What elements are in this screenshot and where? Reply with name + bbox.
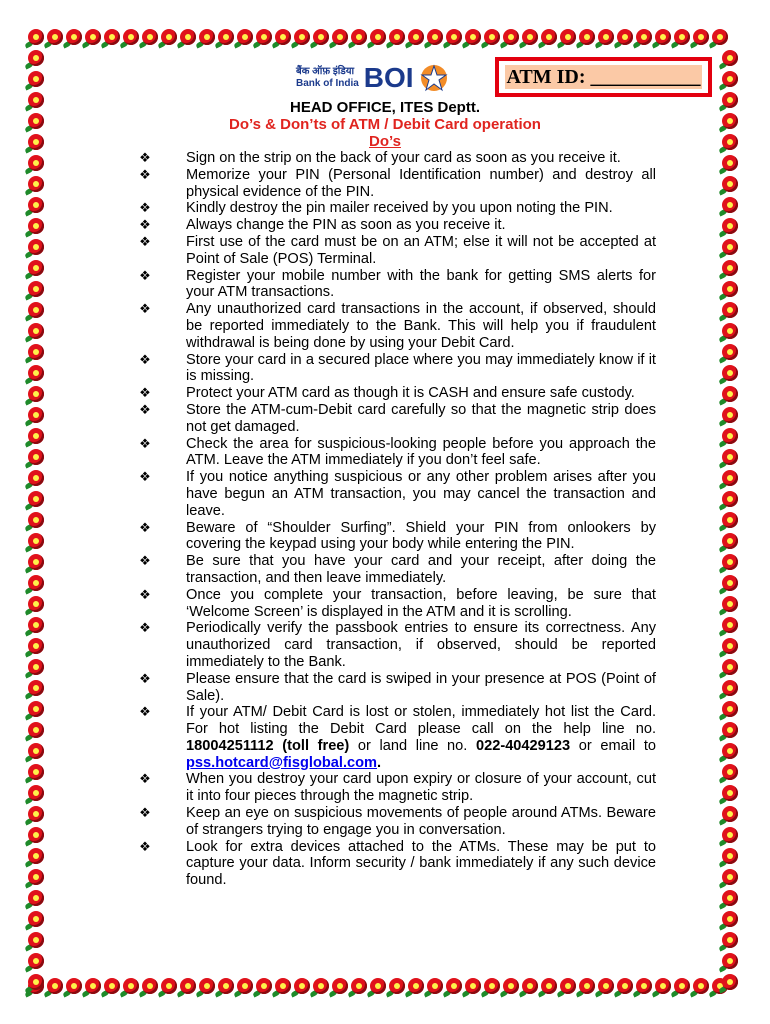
flower-icon: [722, 155, 738, 171]
flower-icon: [142, 978, 158, 994]
bullet-icon: ❖: [139, 704, 151, 720]
flower-icon: [408, 29, 424, 45]
flower-icon: [218, 978, 234, 994]
flower-icon: [579, 978, 595, 994]
flower-icon: [522, 29, 538, 45]
list-item-text: Store your card in a secured place where you may immediately know if it is missing.: [186, 351, 656, 385]
flower-icon: [294, 29, 310, 45]
flower-icon: [28, 911, 44, 927]
hotlist-text-a: If your ATM/ Debit Card is lost or stolen, immediately hot list the Card. For hot listing the Debit Card please call on the help line no.: [186, 704, 656, 738]
flower-icon: [722, 512, 738, 528]
flower-icon: [28, 533, 44, 549]
list-item: [138, 704, 656, 771]
flower-icon: [28, 953, 44, 969]
hotlist-text-b: or land line no.: [349, 737, 476, 754]
flower-icon: [275, 978, 291, 994]
flower-icon: [28, 71, 44, 87]
list-item: [138, 402, 656, 436]
hotcard-email-link[interactable]: pss.hotcard@fisglobal.com: [186, 754, 378, 771]
flower-icon: [722, 365, 738, 381]
list-item: [138, 436, 656, 470]
bullet-icon: ❖: [139, 301, 151, 317]
flower-icon: [28, 470, 44, 486]
flower-icon: [351, 978, 367, 994]
list-item: [138, 167, 656, 201]
flower-icon: [332, 978, 348, 994]
flower-icon: [142, 29, 158, 45]
flower-icon: [313, 29, 329, 45]
list-item: [138, 839, 656, 889]
flower-icon: [722, 50, 738, 66]
flower-icon: [722, 218, 738, 234]
bank-logo: [296, 62, 451, 94]
list-item-text: If you notice anything suspicious or any other problem arises after you have begun an ATM transaction, you may cancel the transaction and leave.: [186, 469, 656, 519]
flower-icon: [28, 743, 44, 759]
list-item: [138, 587, 656, 621]
dos-list: [138, 150, 656, 889]
flower-icon: [28, 974, 44, 990]
flower-icon: [674, 978, 690, 994]
flower-icon: [598, 978, 614, 994]
list-item: [138, 520, 656, 554]
flower-icon: [28, 491, 44, 507]
flower-icon: [693, 29, 709, 45]
list-item: [138, 771, 656, 805]
flower-icon: [28, 281, 44, 297]
flower-icon: [256, 29, 272, 45]
flower-icon: [722, 428, 738, 444]
flower-icon: [237, 29, 253, 45]
flower-icon: [541, 978, 557, 994]
flower-icon: [28, 344, 44, 360]
flower-icon: [722, 848, 738, 864]
flower-icon: [161, 978, 177, 994]
flower-icon: [85, 29, 101, 45]
flower-icon: [28, 260, 44, 276]
flower-icon: [28, 806, 44, 822]
flower-icon: [693, 978, 709, 994]
flower-icon: [28, 827, 44, 843]
flower-icon: [332, 29, 348, 45]
top-flower-border: [28, 29, 728, 45]
list-item: [138, 217, 656, 234]
flower-icon: [722, 470, 738, 486]
flower-icon: [28, 701, 44, 717]
flower-icon: [446, 29, 462, 45]
flower-icon: [503, 978, 519, 994]
list-item-text: Always change the PIN as soon as you receive it.: [186, 217, 506, 234]
flower-icon: [617, 29, 633, 45]
flower-icon: [712, 29, 728, 45]
flower-icon: [722, 659, 738, 675]
flower-icon: [85, 978, 101, 994]
flower-icon: [722, 260, 738, 276]
flower-icon: [655, 978, 671, 994]
flower-icon: [674, 29, 690, 45]
bullet-icon: ❖: [139, 771, 151, 787]
landline-number: 022-40429123: [475, 737, 571, 754]
flower-icon: [370, 29, 386, 45]
flower-icon: [465, 978, 481, 994]
flower-icon: [389, 29, 405, 45]
flower-icon: [28, 575, 44, 591]
flower-icon: [28, 869, 44, 885]
flower-icon: [503, 29, 519, 45]
flower-icon: [28, 848, 44, 864]
flower-icon: [218, 29, 234, 45]
list-item-text: Periodically verify the passbook entries to ensure its correctness. Any unauthorized card transaction, if observed, should be reported immediately to the Bank.: [186, 620, 656, 670]
list-item: [138, 150, 656, 167]
flower-icon: [722, 71, 738, 87]
flower-icon: [484, 978, 500, 994]
flower-icon: [28, 218, 44, 234]
bullet-icon: ❖: [139, 200, 151, 216]
list-item-text: [186, 704, 656, 770]
list-item: [138, 385, 656, 402]
flower-icon: [28, 932, 44, 948]
flower-icon: [722, 638, 738, 654]
bottom-flower-border: [28, 978, 728, 994]
flower-icon: [722, 785, 738, 801]
flower-icon: [237, 978, 253, 994]
logo-english-text: Bank of India: [296, 78, 359, 89]
flower-icon: [722, 554, 738, 570]
flower-icon: [47, 978, 63, 994]
bullet-icon: ❖: [139, 217, 151, 233]
atm-id-label: ATM ID: ___________: [506, 65, 701, 88]
flower-icon: [655, 29, 671, 45]
list-item: [138, 553, 656, 587]
flower-icon: [275, 29, 291, 45]
flower-icon: [313, 978, 329, 994]
flower-icon: [389, 978, 405, 994]
flower-icon: [180, 29, 196, 45]
logo-hindi-text: बैंक ऑफ़ इंडिया: [296, 66, 355, 77]
list-item-text: First use of the card must be on an ATM; else it will not be accepted at Point of Sale (POS) Terminal.: [186, 233, 656, 267]
flower-icon: [66, 29, 82, 45]
flower-icon: [408, 978, 424, 994]
flower-icon: [636, 978, 652, 994]
flower-icon: [722, 722, 738, 738]
flower-icon: [541, 29, 557, 45]
bullet-icon: ❖: [139, 435, 151, 451]
logo-wordmark: [296, 66, 359, 90]
bullet-icon: ❖: [139, 586, 151, 602]
list-item-text: Be sure that you have your card and your receipt, after doing the transaction, and then leave immediately.: [186, 553, 656, 586]
toll-free-number: 18004251112 (toll free): [186, 737, 350, 754]
flower-icon: [722, 680, 738, 696]
list-item: [138, 234, 656, 268]
page-heading: HEAD OFFICE, ITES Deptt.: [289, 99, 480, 116]
flower-icon: [465, 29, 481, 45]
bullet-icon: ❖: [139, 469, 151, 485]
flower-icon: [66, 978, 82, 994]
flower-icon: [256, 978, 272, 994]
bullet-icon: ❖: [139, 519, 151, 535]
flower-icon: [161, 29, 177, 45]
list-item: [138, 671, 656, 705]
list-item-text: Protect your ATM card as though it is CASH and ensure safe custody.: [186, 385, 635, 402]
flower-icon: [199, 978, 215, 994]
flower-icon: [722, 701, 738, 717]
flower-icon: [28, 659, 44, 675]
flower-icon: [28, 386, 44, 402]
flower-icon: [28, 512, 44, 528]
flower-icon: [28, 407, 44, 423]
bullet-icon: ❖: [139, 670, 151, 686]
list-item-text: Any unauthorized card transactions in the account, if observed, should be reported immediately to the Bank. This will help you if fraudulent withdrawal is being done by using your Debit Card.: [186, 301, 656, 351]
flower-icon: [28, 29, 44, 45]
flower-icon: [722, 827, 738, 843]
list-item-text: Keep an eye on suspicious movements of people around ATMs. Beware of strangers trying to engage you in conversation.: [186, 805, 656, 838]
flower-icon: [722, 869, 738, 885]
flower-icon: [722, 596, 738, 612]
flower-icon: [579, 29, 595, 45]
list-item-text: Store the ATM-cum-Debit card carefully so that the magnetic strip does not get damaged.: [186, 401, 656, 435]
section-title: Do’s: [369, 133, 401, 150]
list-item: [138, 301, 656, 351]
flower-icon: [123, 29, 139, 45]
list-item-text: Look for extra devices attached to the ATMs. These may be put to capture your data. Inform security / bank immediately if any such device found.: [186, 838, 656, 889]
flower-icon: [28, 176, 44, 192]
flower-icon: [522, 978, 538, 994]
flower-icon: [28, 785, 44, 801]
list-item-text: Beware of “Shoulder Surfing”. Shield your PIN from onlookers by covering the keypad using your body while entering the PIN.: [186, 519, 656, 553]
bullet-icon: ❖: [139, 385, 151, 401]
flower-icon: [28, 554, 44, 570]
list-item-text: Memorize your PIN (Personal Identification number) and destroy all physical evidence of the PIN.: [186, 166, 656, 200]
right-flower-border: [722, 50, 738, 990]
list-item: [138, 200, 656, 217]
bullet-icon: ❖: [139, 150, 151, 165]
flower-icon: [28, 638, 44, 654]
flower-icon: [722, 890, 738, 906]
flower-icon: [28, 50, 44, 66]
flower-icon: [722, 344, 738, 360]
list-item-text: Sign on the strip on the back of your card as soon as you receive it.: [186, 150, 621, 166]
flower-icon: [28, 890, 44, 906]
flower-icon: [28, 323, 44, 339]
flower-icon: [722, 386, 738, 402]
flower-icon: [722, 323, 738, 339]
left-flower-border: [28, 50, 44, 990]
flower-icon: [722, 806, 738, 822]
flower-icon: [722, 407, 738, 423]
flower-icon: [722, 764, 738, 780]
list-item: [138, 620, 656, 670]
flower-icon: [28, 722, 44, 738]
flower-icon: [722, 617, 738, 633]
bullet-icon: ❖: [139, 838, 151, 854]
flower-icon: [199, 29, 215, 45]
flower-icon: [28, 449, 44, 465]
list-item-text: When you destroy your card upon expiry or closure of your account, cut it into four pieces through the magnetic strip.: [186, 771, 656, 805]
flower-icon: [722, 743, 738, 759]
list-item-text: Please ensure that the card is swiped in your presence at POS (Point of Sale).: [186, 670, 656, 704]
flower-icon: [560, 978, 576, 994]
bullet-icon: ❖: [139, 351, 151, 367]
list-item-text: Register your mobile number with the bank for getting SMS alerts for your ATM transactions.: [186, 267, 656, 301]
list-item: [138, 805, 656, 839]
flower-icon: [722, 932, 738, 948]
flower-icon: [446, 978, 462, 994]
bullet-icon: ❖: [139, 401, 151, 417]
flower-icon: [722, 974, 738, 990]
flower-icon: [617, 978, 633, 994]
bullet-icon: ❖: [139, 233, 151, 249]
flower-icon: [722, 176, 738, 192]
flower-icon: [28, 680, 44, 696]
hotlist-text-c: or email to: [570, 737, 657, 754]
flower-icon: [427, 29, 443, 45]
flower-icon: [722, 449, 738, 465]
flower-icon: [104, 29, 120, 45]
flower-icon: [722, 575, 738, 591]
flower-icon: [104, 978, 120, 994]
flower-icon: [28, 155, 44, 171]
flower-icon: [370, 978, 386, 994]
list-item-text: Check the area for suspicious-looking people before you approach the ATM. Leave the ATM immediately if you don’t feel safe.: [186, 435, 656, 469]
bullet-icon: ❖: [139, 166, 151, 182]
flower-icon: [427, 978, 443, 994]
bullet-icon: ❖: [139, 620, 151, 636]
flower-icon: [722, 281, 738, 297]
atm-id-box: [495, 57, 712, 97]
list-item-text: Kindly destroy the pin mailer received by you upon noting the PIN.: [186, 200, 613, 217]
flower-icon: [722, 953, 738, 969]
list-item-text: Once you complete your transaction, before leaving, be sure that ‘Welcome Screen’ is displayed in the ATM and it is scrolling.: [186, 586, 656, 620]
flower-icon: [180, 978, 196, 994]
list-item: [138, 268, 656, 302]
bullet-icon: ❖: [139, 805, 151, 821]
flower-icon: [47, 29, 63, 45]
flower-icon: [28, 197, 44, 213]
flower-icon: [28, 428, 44, 444]
bullet-icon: ❖: [139, 553, 151, 569]
flower-icon: [28, 365, 44, 381]
flower-icon: [28, 764, 44, 780]
flower-icon: [722, 533, 738, 549]
bullet-icon: ❖: [139, 267, 151, 283]
star-emblem-icon: [417, 63, 451, 93]
page-subheading: Do’s & Don’ts of ATM / Debit Card operation: [229, 116, 541, 133]
list-item: [138, 352, 656, 386]
flower-icon: [636, 29, 652, 45]
flower-icon: [722, 239, 738, 255]
flower-icon: [28, 596, 44, 612]
flower-icon: [722, 302, 738, 318]
flower-icon: [351, 29, 367, 45]
hotlist-text-d: .: [377, 754, 382, 771]
flower-icon: [598, 29, 614, 45]
flower-icon: [484, 29, 500, 45]
flower-icon: [722, 491, 738, 507]
flower-icon: [722, 911, 738, 927]
flower-icon: [560, 29, 576, 45]
list-item: [138, 469, 656, 519]
flower-icon: [123, 978, 139, 994]
flower-icon: [722, 197, 738, 213]
flower-icon: [28, 239, 44, 255]
logo-boi-text: BOI: [363, 62, 414, 93]
flower-icon: [28, 302, 44, 318]
flower-icon: [28, 617, 44, 633]
flower-icon: [294, 978, 310, 994]
